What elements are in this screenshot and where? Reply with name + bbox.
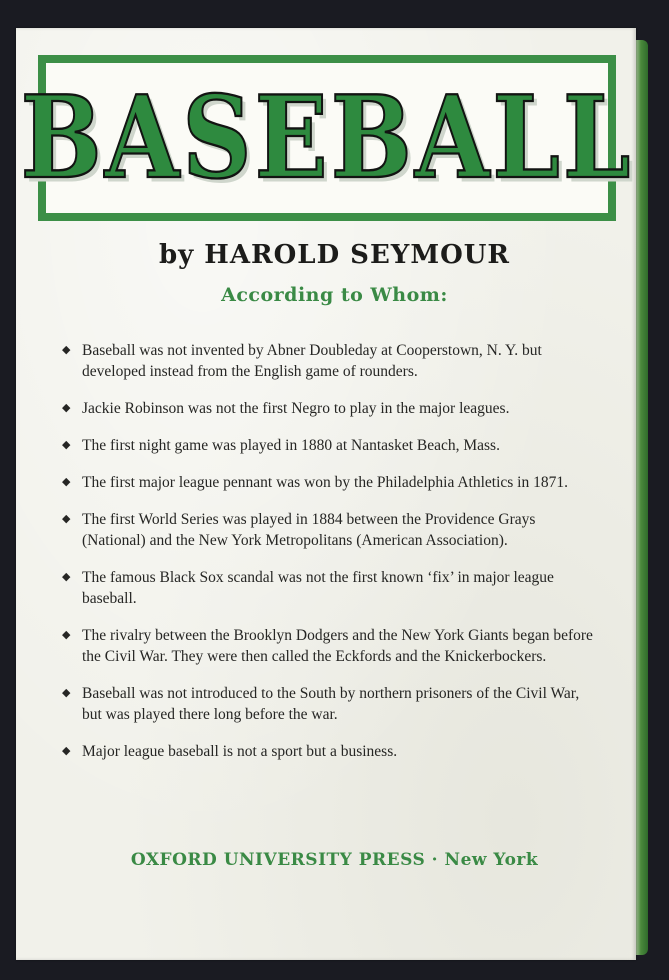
list-item (62, 509, 594, 551)
diamond-bullet-icon: ◆ (62, 745, 71, 757)
fact-text: Major league baseball is not a sport but a business. (82, 743, 398, 760)
fact-text: Baseball was not introduced to the South by northern prisoners of the Civil War, but was played there long before the war. (82, 685, 580, 723)
list-item (62, 435, 594, 456)
title-panel (20, 63, 634, 213)
facts-list (62, 340, 594, 778)
list-item (62, 625, 594, 667)
fact-text: The first night game was played in 1880 at Nantasket Beach, Mass. (82, 437, 500, 454)
diamond-bullet-icon: ◆ (62, 344, 71, 356)
list-item (62, 472, 594, 493)
publisher-imprint: OXFORD UNIVERSITY PRESS · New York (130, 850, 539, 870)
fact-text: The rivalry between the Brooklyn Dodgers and the New York Giants began before the Civil War. They were then called the Eckfords and the Knickerbockers. (82, 627, 593, 665)
diamond-bullet-icon: ◆ (62, 629, 71, 641)
diamond-bullet-icon: ◆ (62, 571, 71, 583)
fact-text: The famous Black Sox scandal was not the first known ‘fix’ in major league baseball. (82, 569, 554, 607)
list-item (62, 340, 594, 382)
book-title: BASEBALL (20, 70, 634, 205)
diamond-bullet-icon: ◆ (62, 687, 71, 699)
list-item (62, 741, 594, 762)
fact-text: Jackie Robinson was not the first Negro to play in the major leagues. (82, 400, 510, 417)
diamond-bullet-icon: ◆ (62, 402, 71, 414)
fact-text: The first major league pennant was won by the Philadelphia Athletics in 1871. (82, 474, 568, 491)
list-item (62, 398, 594, 419)
list-item (62, 683, 594, 725)
author-line: by HAROLD SEYMOUR (158, 240, 511, 270)
fact-text: Baseball was not invented by Abner Doubleday at Cooperstown, N. Y. but developed instead from the English game of rounders. (82, 342, 542, 380)
diamond-bullet-icon: ◆ (62, 439, 71, 451)
diamond-bullet-icon: ◆ (62, 476, 71, 488)
title-frame (20, 55, 634, 221)
fact-text: The first World Series was played in 1884 between the Providence Grays (National) and the New York Metropolitans (American Association). (82, 511, 536, 549)
section-heading: According to Whom: (221, 284, 448, 306)
list-item (62, 567, 594, 609)
diamond-bullet-icon: ◆ (62, 513, 71, 525)
